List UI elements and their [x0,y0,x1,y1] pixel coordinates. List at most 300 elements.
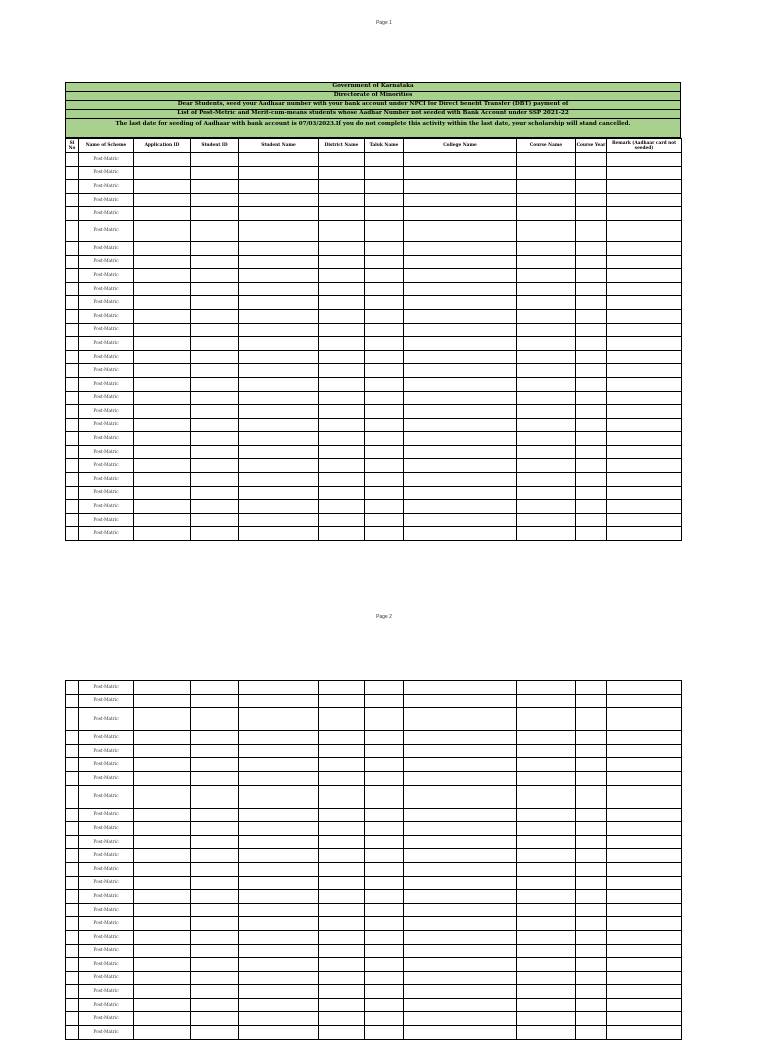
empty-cell [134,459,191,473]
empty-cell [404,944,517,958]
empty-cell [66,930,79,944]
empty-cell [134,998,191,1012]
empty-cell [191,180,239,194]
empty-cell [607,971,682,985]
empty-cell [365,513,404,527]
empty-cell [404,835,517,849]
scheme-cell: Post-Matric [79,822,134,836]
empty-cell [191,337,239,351]
table-body-page-1 [66,153,682,541]
empty-cell [319,180,365,194]
empty-cell [191,862,239,876]
empty-cell [517,337,576,351]
table-row [66,958,682,972]
empty-cell [239,255,319,269]
table-row [66,364,682,378]
empty-cell [365,296,404,310]
empty-cell [319,241,365,255]
empty-cell [319,486,365,500]
empty-cell [517,255,576,269]
empty-cell [365,350,404,364]
empty-cell [239,971,319,985]
empty-cell [66,377,79,391]
table-row [66,473,682,487]
empty-cell [239,269,319,283]
empty-cell [319,958,365,972]
empty-cell [365,785,404,808]
empty-cell [134,323,191,337]
empty-cell [66,405,79,419]
empty-cell [319,391,365,405]
empty-cell [134,744,191,758]
empty-cell [319,255,365,269]
empty-cell [576,835,607,849]
empty-cell [319,153,365,167]
empty-cell [239,917,319,931]
empty-cell [191,731,239,745]
scheme-cell: Post-Matric [79,744,134,758]
empty-cell [319,708,365,731]
empty-cell [517,930,576,944]
empty-cell [66,731,79,745]
table-row [66,808,682,822]
empty-cell [239,862,319,876]
empty-cell [576,323,607,337]
empty-cell [517,193,576,207]
empty-cell [607,808,682,822]
empty-cell [191,758,239,772]
empty-cell [404,998,517,1012]
empty-cell [239,377,319,391]
empty-cell [239,930,319,944]
banner-notice: Dear Students, seed your Aadhaar number with your bank account under NPCI for Direct benefit Transfer (DBT) payment of [66,101,680,110]
empty-cell [607,323,682,337]
empty-cell [607,486,682,500]
empty-cell [191,903,239,917]
empty-cell [404,731,517,745]
empty-cell [134,241,191,255]
empty-cell [576,731,607,745]
empty-cell [517,998,576,1012]
empty-cell [134,513,191,527]
empty-cell [319,849,365,863]
empty-cell [576,527,607,541]
empty-cell [365,323,404,337]
empty-cell [191,405,239,419]
empty-cell [134,207,191,221]
empty-cell [134,500,191,514]
empty-cell [365,405,404,419]
empty-cell [576,364,607,378]
empty-cell [607,731,682,745]
empty-cell [576,808,607,822]
empty-cell [134,944,191,958]
empty-cell [404,405,517,419]
scholarship-sheet-page-2 [65,680,681,1040]
empty-cell [576,785,607,808]
empty-cell [134,255,191,269]
table-row [66,153,682,167]
empty-cell [66,849,79,863]
empty-cell [239,849,319,863]
empty-cell [134,822,191,836]
empty-cell [191,849,239,863]
empty-cell [239,808,319,822]
empty-cell [607,166,682,180]
empty-cell [576,998,607,1012]
empty-cell [404,822,517,836]
empty-cell [517,296,576,310]
empty-cell [517,364,576,378]
empty-cell [239,364,319,378]
empty-cell [365,971,404,985]
empty-cell [66,513,79,527]
empty-cell [66,180,79,194]
empty-cell [191,985,239,999]
col-student-id: Student ID [191,139,239,153]
empty-cell [239,771,319,785]
empty-cell [576,296,607,310]
empty-cell [576,771,607,785]
empty-cell [319,890,365,904]
empty-cell [517,903,576,917]
empty-cell [404,903,517,917]
empty-cell [517,708,576,731]
col-scheme: Name of Scheme [79,139,134,153]
empty-cell [191,958,239,972]
empty-cell [576,309,607,323]
empty-cell [365,890,404,904]
empty-cell [576,418,607,432]
students-table-continued [65,680,682,1040]
empty-cell [134,771,191,785]
col-college: College Name [404,139,517,153]
empty-cell [576,694,607,708]
empty-cell [134,296,191,310]
empty-cell [404,220,517,241]
empty-cell [319,917,365,931]
empty-cell [404,180,517,194]
empty-cell [365,944,404,958]
empty-cell [517,269,576,283]
empty-cell [319,350,365,364]
scheme-cell: Post-Matric [79,241,134,255]
empty-cell [239,207,319,221]
empty-cell [191,527,239,541]
empty-cell [404,681,517,695]
empty-cell [239,694,319,708]
empty-cell [134,337,191,351]
empty-cell [239,445,319,459]
empty-cell [607,876,682,890]
empty-cell [607,473,682,487]
table-row [66,337,682,351]
empty-cell [66,207,79,221]
empty-cell [365,459,404,473]
empty-cell [191,486,239,500]
empty-cell [517,459,576,473]
empty-cell [239,309,319,323]
empty-cell [576,166,607,180]
empty-cell [607,432,682,446]
scheme-cell: Post-Matric [79,917,134,931]
empty-cell [66,998,79,1012]
empty-cell [319,220,365,241]
empty-cell [239,241,319,255]
empty-cell [576,890,607,904]
empty-cell [576,862,607,876]
table-row [66,876,682,890]
empty-cell [517,527,576,541]
empty-cell [239,785,319,808]
empty-cell [239,153,319,167]
empty-cell [191,445,239,459]
empty-cell [239,459,319,473]
empty-cell [576,681,607,695]
empty-cell [191,708,239,731]
empty-cell [517,180,576,194]
table-row [66,1026,682,1040]
empty-cell [404,808,517,822]
empty-cell [239,432,319,446]
empty-cell [404,785,517,808]
empty-cell [517,241,576,255]
empty-cell [404,255,517,269]
empty-cell [404,418,517,432]
empty-cell [607,513,682,527]
empty-cell [134,418,191,432]
empty-cell [134,350,191,364]
empty-cell [239,473,319,487]
empty-cell [66,337,79,351]
empty-cell [607,998,682,1012]
empty-cell [134,473,191,487]
empty-cell [517,985,576,999]
empty-cell [576,377,607,391]
empty-cell [191,255,239,269]
empty-cell [319,269,365,283]
empty-cell [319,903,365,917]
empty-cell [134,153,191,167]
empty-cell [517,849,576,863]
empty-cell [365,694,404,708]
scheme-cell: Post-Matric [79,758,134,772]
scheme-cell: Post-Matric [79,681,134,695]
empty-cell [607,500,682,514]
scheme-cell: Post-Matric [79,500,134,514]
empty-cell [319,445,365,459]
scheme-cell: Post-Matric [79,785,134,808]
empty-cell [134,180,191,194]
empty-cell [134,958,191,972]
empty-cell [576,391,607,405]
empty-cell [319,418,365,432]
empty-cell [191,207,239,221]
empty-cell [576,269,607,283]
empty-cell [319,731,365,745]
empty-cell [607,708,682,731]
empty-cell [134,785,191,808]
empty-cell [576,193,607,207]
empty-cell [66,744,79,758]
empty-cell [239,337,319,351]
empty-cell [607,445,682,459]
table-row [66,985,682,999]
empty-cell [66,694,79,708]
empty-cell [517,876,576,890]
table-row [66,323,682,337]
table-row [66,771,682,785]
empty-cell [607,207,682,221]
empty-cell [66,944,79,958]
empty-cell [319,513,365,527]
empty-cell [66,296,79,310]
empty-cell [66,309,79,323]
empty-cell [239,744,319,758]
empty-cell [576,282,607,296]
empty-cell [239,391,319,405]
empty-cell [517,917,576,931]
empty-cell [517,958,576,972]
empty-cell [517,282,576,296]
empty-cell [517,771,576,785]
col-taluk: Taluk Name [365,139,404,153]
empty-cell [365,930,404,944]
empty-cell [365,220,404,241]
empty-cell [239,513,319,527]
empty-cell [239,350,319,364]
empty-cell [191,473,239,487]
empty-cell [191,822,239,836]
empty-cell [365,808,404,822]
empty-cell [576,944,607,958]
table-row [66,862,682,876]
empty-cell [66,958,79,972]
empty-cell [66,917,79,931]
empty-cell [239,835,319,849]
empty-cell [404,269,517,283]
empty-cell [607,377,682,391]
table-row [66,731,682,745]
empty-cell [239,1026,319,1040]
col-application-id: Application ID [134,139,191,153]
empty-cell [576,432,607,446]
empty-cell [239,282,319,296]
scheme-cell: Post-Matric [79,998,134,1012]
scheme-cell: Post-Matric [79,849,134,863]
empty-cell [365,681,404,695]
scheme-cell: Post-Matric [79,193,134,207]
banner-government: Government of Karnataka [66,83,680,92]
empty-cell [365,269,404,283]
empty-cell [517,731,576,745]
empty-cell [607,193,682,207]
empty-cell [239,220,319,241]
empty-cell [365,958,404,972]
empty-cell [404,207,517,221]
col-remark: Remark (Aadhaar card not seeded) [607,139,682,153]
scheme-cell: Post-Matric [79,1012,134,1026]
empty-cell [365,835,404,849]
empty-cell [239,944,319,958]
empty-cell [607,282,682,296]
empty-cell [191,890,239,904]
scheme-cell: Post-Matric [79,731,134,745]
empty-cell [319,998,365,1012]
empty-cell [319,282,365,296]
empty-cell [607,771,682,785]
empty-cell [607,255,682,269]
scheme-cell: Post-Matric [79,432,134,446]
scheme-cell: Post-Matric [79,771,134,785]
empty-cell [607,785,682,808]
table-row [66,269,682,283]
table-row [66,500,682,514]
empty-cell [404,364,517,378]
empty-cell [404,958,517,972]
scheme-cell: Post-Matric [79,808,134,822]
empty-cell [365,377,404,391]
empty-cell [134,971,191,985]
empty-cell [191,681,239,695]
empty-cell [66,876,79,890]
empty-cell [191,744,239,758]
empty-cell [607,758,682,772]
empty-cell [576,486,607,500]
empty-cell [134,220,191,241]
empty-cell [191,694,239,708]
table-row [66,255,682,269]
empty-cell [365,849,404,863]
empty-cell [191,350,239,364]
empty-cell [191,971,239,985]
scheme-cell: Post-Matric [79,296,134,310]
empty-cell [517,971,576,985]
empty-cell [517,862,576,876]
empty-cell [404,771,517,785]
empty-cell [191,296,239,310]
empty-cell [404,296,517,310]
empty-cell [517,758,576,772]
table-row [66,207,682,221]
empty-cell [191,835,239,849]
scheme-cell: Post-Matric [79,309,134,323]
empty-cell [576,445,607,459]
table-row [66,785,682,808]
empty-cell [517,808,576,822]
empty-cell [576,708,607,731]
empty-cell [191,432,239,446]
empty-cell [191,500,239,514]
empty-cell [576,500,607,514]
empty-cell [66,323,79,337]
table-row [66,849,682,863]
empty-cell [576,207,607,221]
empty-cell [517,835,576,849]
empty-cell [319,971,365,985]
empty-cell [319,944,365,958]
table-row [66,681,682,695]
empty-cell [404,890,517,904]
table-row [66,835,682,849]
empty-cell [66,708,79,731]
empty-cell [191,771,239,785]
empty-cell [404,985,517,999]
empty-cell [66,418,79,432]
students-table [65,138,682,541]
table-row [66,971,682,985]
empty-cell [607,459,682,473]
